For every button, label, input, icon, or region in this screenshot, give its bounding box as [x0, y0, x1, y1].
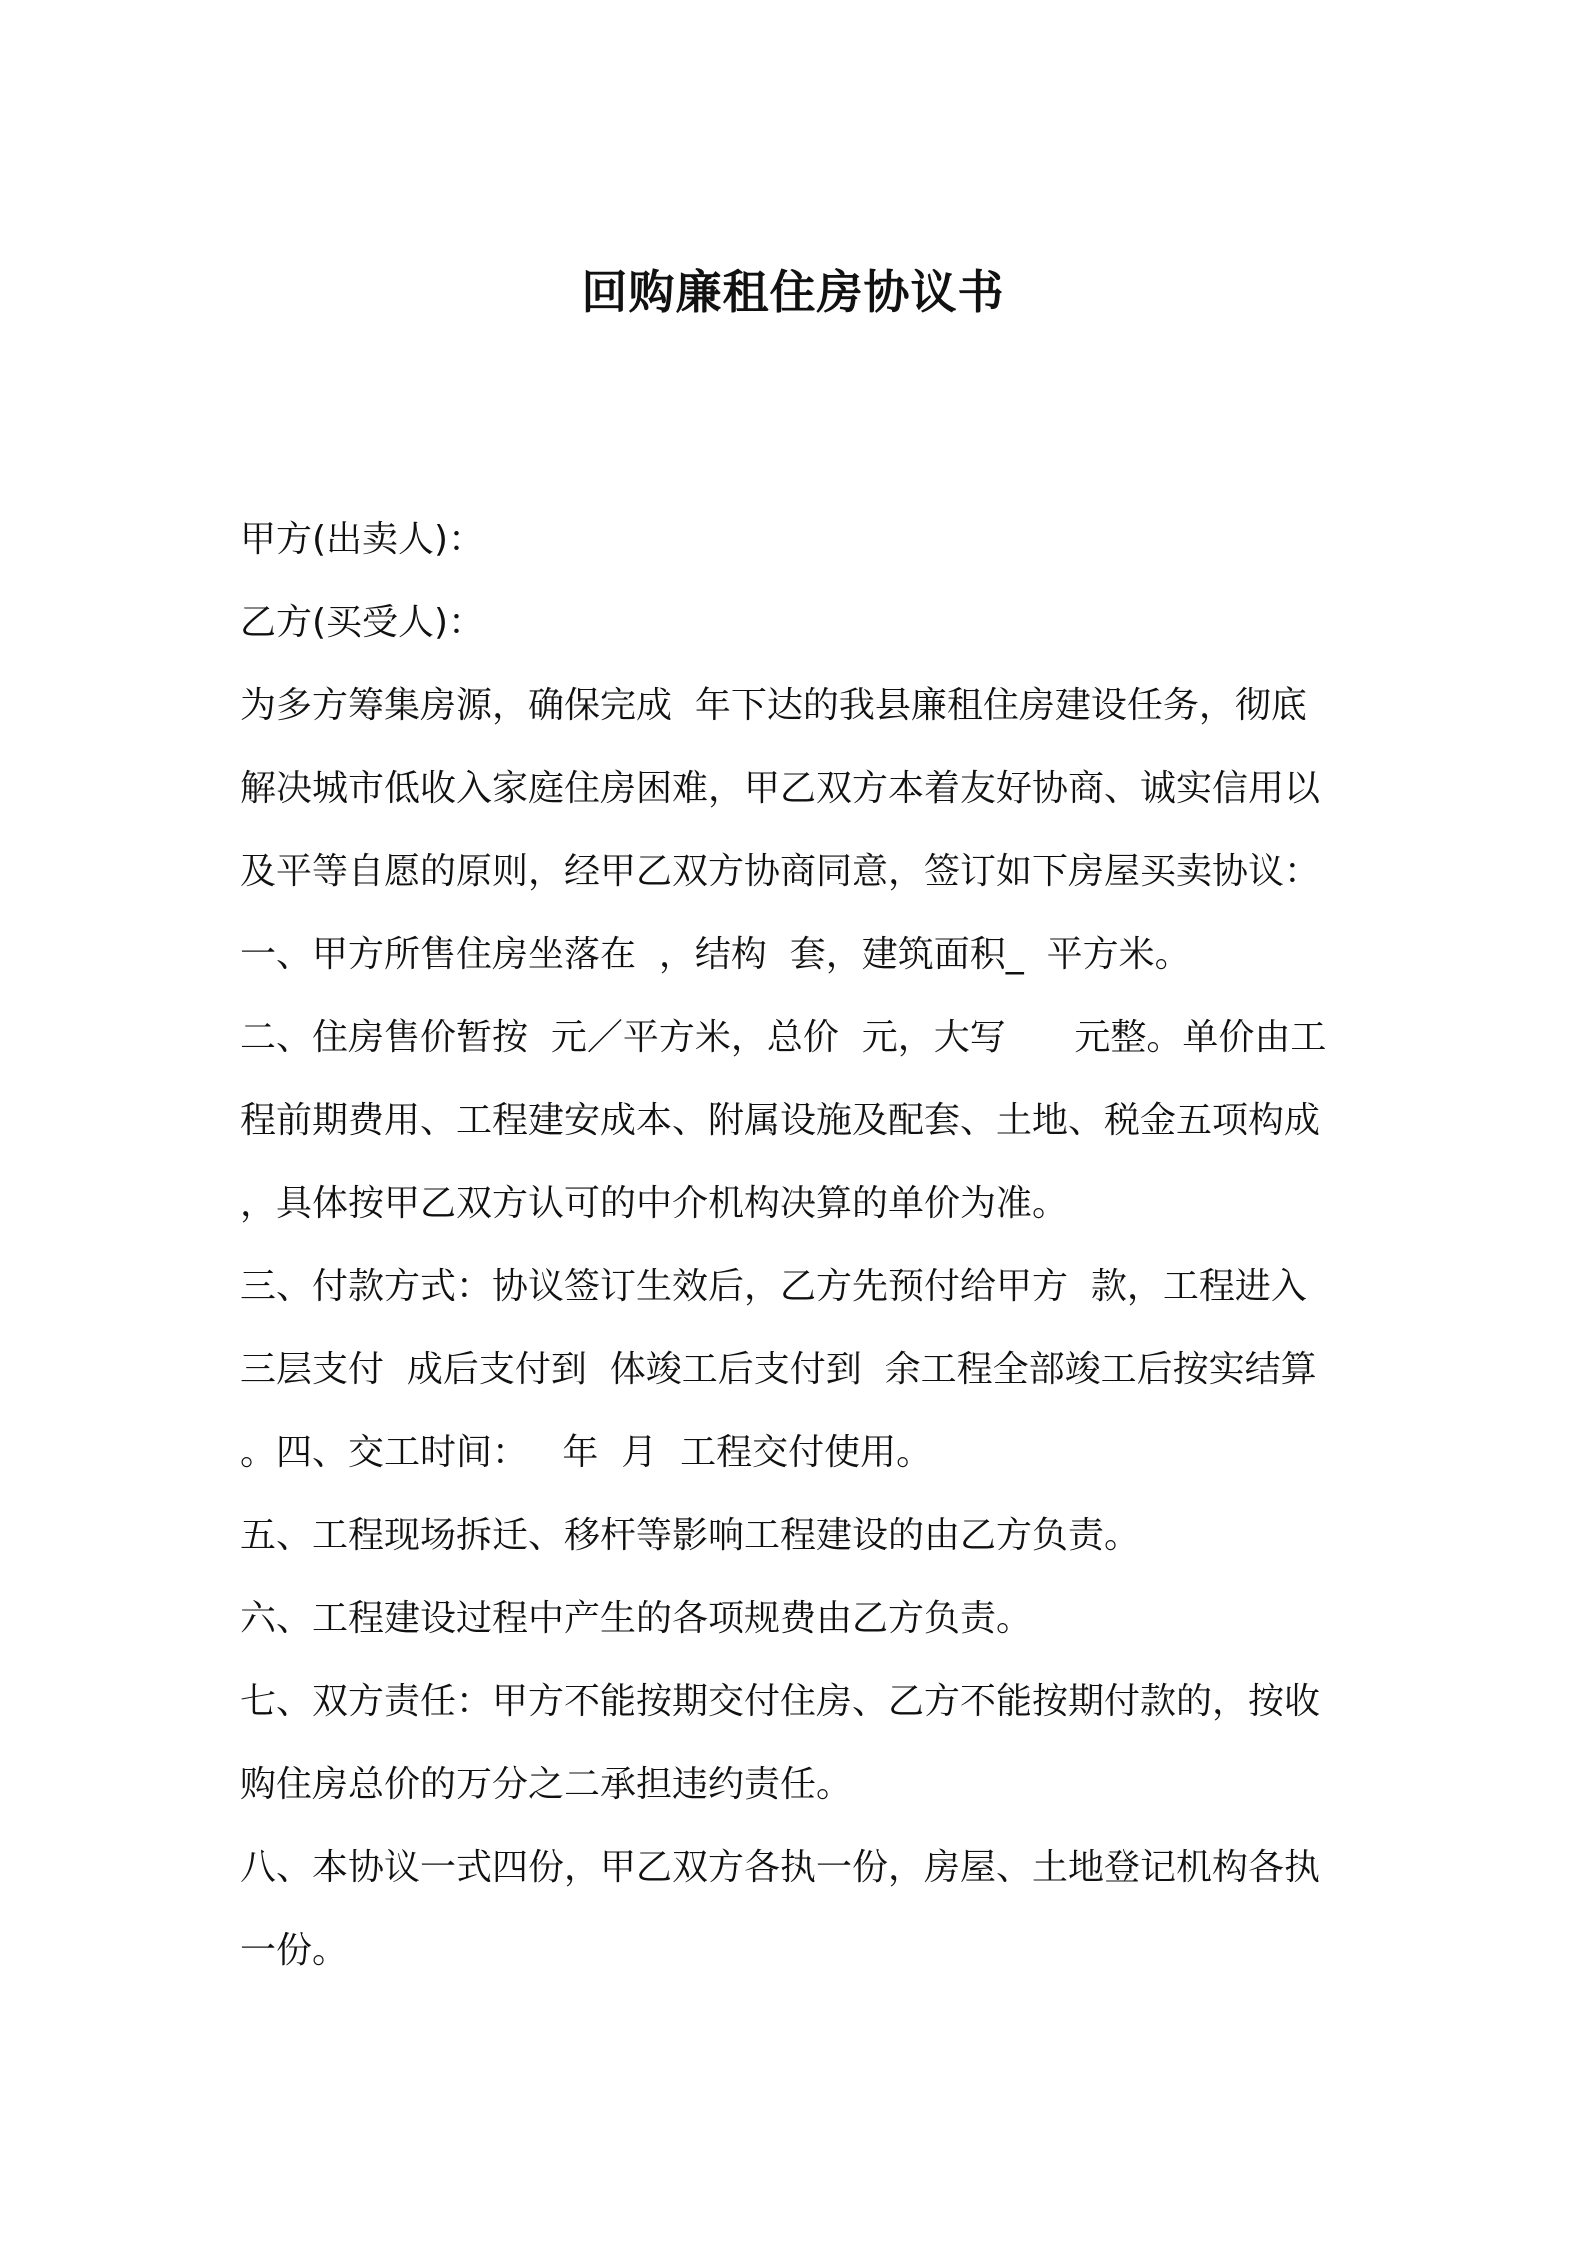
document-title: 回购廉租住房协议书	[581, 265, 1005, 319]
clause-3-line-1: 三、付款方式：协议签订生效后，乙方先预付给甲方 款，工程进入	[240, 1266, 1307, 1307]
clause-6-line: 六、工程建设过程中产生的各项规费由乙方负责。	[240, 1598, 1033, 1639]
party-a-line: 甲方(出卖人)：	[240, 519, 485, 560]
preamble-line-2: 解决城市低收入家庭住房困难，甲乙双方本着友好协商、诚实信用以	[240, 768, 1321, 809]
preamble-line-1: 为多方筹集房源，确保完成 年下达的我县廉租住房建设任务，彻底	[240, 685, 1307, 726]
clause-5-line: 五、工程现场拆迁、移杆等影响工程建设的由乙方负责。	[240, 1515, 1141, 1556]
clause-8-line-1: 八、本协议一式四份，甲乙双方各执一份，房屋、土地登记机构各执	[240, 1847, 1321, 1888]
clause-8-line-2: 一份。	[240, 1930, 349, 1971]
clause-3-line-2: 三层支付 成后支付到 体竣工后支付到 余工程全部竣工后按实结算	[240, 1349, 1317, 1390]
clause-1-line: 一、甲方所售住房坐落在 ，结构 套，建筑面积_ 平方米。	[240, 934, 1191, 975]
document-body	[240, 498, 1360, 1992]
clause-2-line-3: ，具体按甲乙双方认可的中介机构决算的单价为准。	[240, 1183, 1069, 1224]
clause-7-line-1: 七、双方责任：甲方不能按期交付住房、乙方不能按期付款的，按收	[240, 1681, 1321, 1722]
clause-4-line: 。四、交工时间： 年 月 工程交付使用。	[240, 1432, 933, 1473]
party-b-line: 乙方(买受人)：	[240, 602, 485, 643]
clause-2-line-2: 程前期费用、工程建安成本、附属设施及配套、土地、税金五项构成	[240, 1100, 1321, 1141]
clause-7-line-2: 购住房总价的万分之二承担违约责任。	[240, 1764, 853, 1805]
preamble-line-3: 及平等自愿的原则，经甲乙双方协商同意，签订如下房屋买卖协议：	[240, 851, 1321, 892]
clause-2-line-1: 二、住房售价暂按 元／平方米，总价 元，大写 元整。单价由工	[240, 1017, 1327, 1058]
